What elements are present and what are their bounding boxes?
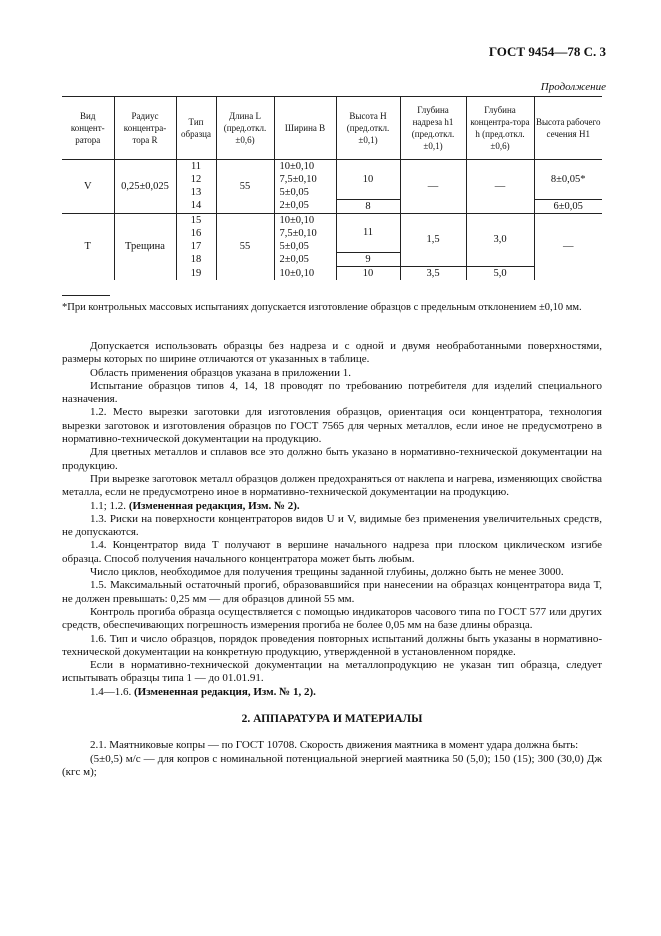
paragraph: Допускается использовать образцы без надреза и с одной и двумя необработанными поверхностями, размеры которых по ширине отличаются от указанных в таблице. (62, 340, 602, 366)
cell-width: 7,5±0,10 (274, 173, 336, 186)
amendment-ref: 1.4—1.6. (90, 685, 132, 698)
table-header-row (62, 97, 602, 160)
cell-conc-v: — (466, 160, 534, 214)
col-length: Длина L (пред.откл. ±0,6) (216, 97, 274, 160)
amendment-note (62, 686, 602, 699)
cell-radius-t: Трещина (114, 213, 176, 280)
cell-height-t-b: 9 (336, 253, 400, 267)
cell-type: 13 (176, 186, 216, 199)
col-type: Тип образца (176, 97, 216, 160)
cell-height-t-a: 11 (336, 213, 400, 253)
col-notch-depth: Глубина надреза h1 (пред.откл. ±0,1) (400, 97, 466, 160)
cell-height-v-b: 8 (336, 199, 400, 213)
cell-width: 2±0,05 (274, 199, 336, 213)
paragraph: 1.4. Концентратор вида Т получают в вершине начального надреза при плоском циклическом изгибе образца. Способ получения начального концентратора может быть любым. (62, 539, 602, 565)
cell-width: 10±0,10 (274, 267, 336, 281)
cell-conc-t-b: 5,0 (466, 267, 534, 281)
paragraph: Контроль прогиба образца осуществляется с помощью индикаторов часового типа по ГОСТ 577 или других средств, обеспечивающих погрешность измерения прогиба не более 0,05 мм на базе длины образца. (62, 605, 602, 632)
cell-type: 14 (176, 199, 216, 213)
cell-height-t-c: 10 (336, 267, 400, 281)
cell-height-v-a: 10 (336, 160, 400, 200)
paragraph: Для цветных металлов и сплавов все это должно быть указано в нормативно-технической документации на продукцию. (62, 446, 602, 472)
amendment-note (62, 500, 602, 513)
paragraph: 1.2. Место вырезки заготовки для изготовления образцов, ориентация оси концентратора, технология вырезки заготовок и изготовления образцов по ГОСТ 7565 для черных металлов, если иное не предусмотрено в нормативно-технической документации на продукцию. (62, 406, 602, 446)
cell-type: 19 (176, 267, 216, 281)
cell-notch-v: — (400, 160, 466, 214)
amendment-text: (Измененная редакция, Изм. № 1, 2). (134, 685, 316, 698)
cell-work-t: — (534, 213, 602, 280)
col-kind: Вид концент-ратора (70, 111, 105, 145)
cell-width: 10±0,10 (274, 160, 336, 174)
cell-notch-t-b: 3,5 (400, 267, 466, 281)
section-title: 2. АППАРАТУРА И МАТЕРИАЛЫ (241, 713, 423, 726)
amendment-text: (Измененная редакция, Изм. № 2). (128, 499, 300, 512)
cell-width: 7,5±0,10 (274, 227, 336, 240)
paragraph: 1.5. Максимальный остаточный прогиб, образовавшийся при нанесении на образцах концентратора вида Т, не должен превышать: 0,25 мм — для образцов длиной 55 мм. (62, 579, 602, 605)
cell-length-t: 55 (216, 213, 274, 280)
paragraph: Область применения образцов указана в приложении 1. (90, 366, 351, 379)
col-work-height: Высота рабочего сечения H1 (534, 97, 602, 160)
specimen-table (62, 96, 602, 280)
cell-width: 5±0,05 (274, 240, 336, 253)
col-conc-depth: Глубина концентра-тора h (пред.откл. ±0,6) (466, 97, 534, 160)
table-row (62, 160, 602, 174)
footnote: *При контрольных массовых испытаниях допускается изготовление образцов с предельным отклонением ±0,10 мм. (62, 302, 582, 313)
col-width: Ширина B (274, 97, 336, 160)
cell-width: 2±0,05 (274, 253, 336, 267)
paragraph: 1.6. Тип и число образцов, порядок проведения повторных испытаний должны быть указаны в нормативно-технической документации на конкретную продукцию, утвержденной в установленном порядке. (62, 632, 602, 658)
cell-work-v-b: 6±0,05 (534, 199, 602, 213)
paragraph: Число циклов, необходимое для получения трещины заданной глубины, должно быть не менее 3000. (90, 566, 564, 579)
cell-type: 17 (176, 240, 216, 253)
footnote-rule (62, 295, 110, 296)
cell-type: 18 (176, 253, 216, 267)
paragraph: 1.3. Риски на поверхности концентраторов видов U и V, видимые без применения увеличительных средств, не допускаются. (62, 512, 602, 539)
cell-type: 12 (176, 173, 216, 186)
cell-type: 15 (176, 213, 216, 227)
paragraph: (5±0,5) м/с — для копров с номинальной потенциальной энергией маятника 50 (5,0); 150 (15); 300 (30,0) Дж (кгс м); (62, 752, 602, 778)
cell-type: 16 (176, 227, 216, 240)
cell-kind-v: V (62, 160, 114, 214)
paragraph: При вырезке заготовок металл образцов должен предохраняться от наклепа и нагрева, изменяющих свойства металла, если не предусмотрено иное в нормативно-технической документации на продукцию. (62, 472, 602, 499)
cell-kind-t: Т (84, 241, 91, 253)
col-radius: Радиус концентра-тора R (114, 97, 176, 160)
body-text (62, 340, 602, 779)
cell-type: 11 (176, 160, 216, 174)
amendment-ref: 1.1; 1.2. (90, 499, 127, 512)
cell-notch-t-a: 1,5 (400, 213, 466, 267)
table-row (62, 213, 602, 227)
paragraph: Если в нормативно-технической документации на металлопродукцию не указан тип образца, следует испытывать образцы типа 1 — до 01.01.91. (62, 659, 602, 685)
continuation-label: Продолжение (540, 81, 606, 93)
cell-width: 10±0,10 (274, 213, 336, 227)
page-header: ГОСТ 9454—78 С. 3 (488, 44, 606, 59)
paragraph: Испытание образцов типов 4, 14, 18 проводят по требованию потребителя для изделий специального назначения. (62, 379, 602, 406)
cell-conc-t-a: 3,0 (466, 213, 534, 267)
col-height: Высота H (пред.откл. ±0,1) (336, 97, 400, 160)
paragraph: 2.1. Маятниковые копры — по ГОСТ 10708. Скорость движения маятника в момент удара должна быть: (90, 739, 579, 752)
cell-radius-v: 0,25±0,025 (114, 160, 176, 214)
cell-width: 5±0,05 (274, 186, 336, 199)
cell-work-v-a: 8±0,05* (534, 160, 602, 200)
cell-length-v: 55 (216, 160, 274, 214)
